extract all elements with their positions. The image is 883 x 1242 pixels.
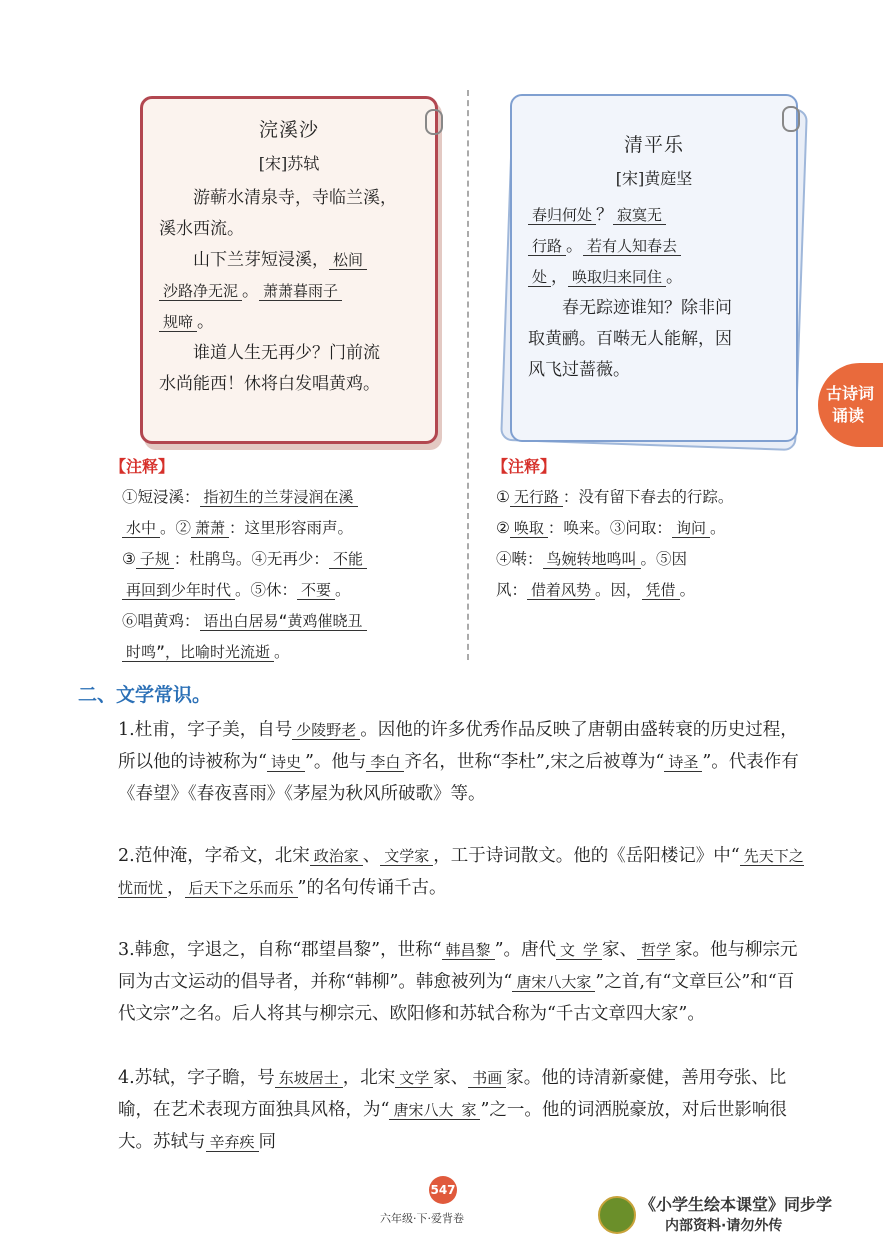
question-3: 3.韩愈，字退之，自称“郡望昌黎”，世称“ 韩昌黎 ”。唐代 文 学 家、 哲学 家。他与柳宗元同为古文运动的倡导者，并称“韩柳”。韩愈被列为“ 唐宋八大家 ”之首,有“文章巨公”和“百代文宗”之名。后人将其与柳宗元、欧阳修和苏轼合称为“千古文章四大家”。	[118, 940, 798, 1024]
poem-author: [宋]黄庭坚	[615, 169, 693, 188]
answer-blank[interactable]: 后天下之乐而乐	[185, 879, 298, 898]
answer-blank[interactable]: 辛弃疾	[206, 1133, 259, 1152]
answer-blank[interactable]: 哲学	[637, 941, 675, 960]
answer-blank[interactable]: 不能	[329, 550, 367, 569]
side-tab-label: 诵读	[832, 406, 865, 425]
page-number: 547	[429, 1176, 457, 1204]
answer-blank[interactable]: 少陵野老	[292, 721, 360, 740]
answer-blank[interactable]: 寂寞无	[613, 206, 666, 225]
column-divider	[467, 90, 469, 660]
poem-title: 清平乐	[623, 134, 684, 156]
answer-blank[interactable]: 先天下之忧而忧	[118, 847, 804, 897]
answer-blank[interactable]: 政治家	[310, 847, 363, 866]
side-tab-label: 古诗词	[826, 384, 875, 403]
answer-blank[interactable]: 春归何处	[528, 206, 596, 225]
answer-blank[interactable]: 凭借	[642, 581, 680, 600]
answer-blank[interactable]: 行路	[528, 237, 566, 256]
notes-heading: 【注释】	[492, 457, 557, 476]
answer-blank[interactable]: 规啼	[159, 313, 197, 332]
footer-brand: 《小学生绘本课堂》同步学	[640, 1195, 833, 1214]
answer-blank[interactable]: 李白	[366, 753, 404, 772]
answer-blank[interactable]: 询问	[672, 519, 710, 538]
poem-body: 春归何处 ？ 寂寞无 行路 。 若有人知春去 处 ， 唤取归来同住 。 春无踪迹谁知？除非问 取黄鹂。百啭无人能解，因 风飞过蔷薇。	[528, 205, 732, 380]
answer-blank[interactable]: 语出白居易“黄鸡催晓丑	[200, 612, 367, 631]
question-1: 1.杜甫，字子美，自号 少陵野老 。因他的许多优秀作品反映了唐朝由盛转衰的历史过程，所以他的诗被称为“ 诗史 ”。他与 李白 齐名，世称“李杜”,宋之后被尊为“ 诗圣 ”。代表作有《春望》《春夜喜雨》《茅屋为秋风所破歌》等。	[118, 720, 799, 804]
question-4: 4.苏轼，字子瞻，号 东坡居士 ，北宋 文学 家、 书画 家。他的诗清新豪健，善用夸张、比喻，在艺术表现方面独具风格，为“ 唐宋八大 家 ”之一。他的词洒脱豪放，对后世影响很大。苏轼与 辛弃疾 同	[118, 1068, 787, 1152]
poem-card-qingpingle	[510, 94, 798, 442]
answer-blank[interactable]: 唐宋八大	[389, 1101, 457, 1120]
answer-blank[interactable]: 借着风势	[527, 581, 595, 600]
answer-blank[interactable]: 萧萧暮雨子	[259, 282, 342, 301]
answer-blank[interactable]: 家	[457, 1101, 480, 1120]
answer-blank[interactable]: 萧萧	[191, 519, 229, 538]
notes-list: ①短浸溪： 指初生的兰芽浸润在溪 水中 。② 萧萧 ：这里形容雨声。 ③ 子规 ：杜鹃鸟。④无再少： 不能 再回到少年时代 。⑤休： 不要 。 ⑥唱黄鸡： 语出白居易“黄鸡催晓丑 时鸣”，比喻时光流逝 。	[122, 482, 452, 668]
answer-blank[interactable]: 韩昌黎	[442, 941, 495, 960]
poem-body: 游蕲水清泉寺，寺临兰溪， 溪水西流。 山下兰芽短浸溪， 松间 沙路净无泥 。 萧萧暮雨子 规啼 。 谁道人生无再少？门前流 水尚能西！休将白发唱黄鸡。	[159, 188, 397, 394]
section-title: 二、文学常识。	[78, 684, 212, 706]
answer-blank[interactable]: 若有人知春去	[583, 237, 681, 256]
answer-blank[interactable]: 无行路	[510, 488, 563, 507]
answer-blank[interactable]: 子规	[136, 550, 174, 569]
answer-blank[interactable]: 处	[528, 268, 551, 287]
answer-blank[interactable]: 水中	[122, 519, 160, 538]
answer-blank[interactable]: 书画	[468, 1069, 506, 1088]
answer-blank[interactable]: 唤取归来同住	[568, 268, 666, 287]
answer-blank[interactable]: 诗圣	[664, 753, 702, 772]
answer-blank[interactable]: 文学家	[380, 847, 433, 866]
answer-blank[interactable]: 松间	[329, 251, 367, 270]
answer-blank[interactable]: 再回到少年时代	[122, 581, 235, 600]
answer-blank[interactable]: 东坡居士	[275, 1069, 343, 1088]
answer-blank[interactable]: 不要	[297, 581, 335, 600]
publisher-logo-icon	[598, 1196, 636, 1234]
side-tab-poetry-reading[interactable]	[818, 363, 883, 447]
answer-blank[interactable]: 诗史	[267, 753, 305, 772]
question-2: 2.范仲淹，字希文，北宋 政治家 、 文学家 ，工于诗词散文。他的《岳阳楼记》中“ 先天下之忧而忧 ， 后天下之乐而乐 ”的名句传诵千古。	[118, 846, 804, 898]
answer-blank[interactable]: 文	[556, 941, 579, 960]
answer-blank[interactable]: 唐宋八大家	[512, 973, 595, 992]
paper-clip-icon	[782, 106, 800, 132]
poem-title: 浣溪沙	[258, 119, 319, 141]
poem-author: [宋]苏轼	[258, 154, 320, 173]
notes-list: ① 无行路 ：没有留下春去的行踪。 ② 唤取 ：唤来。③问取： 询问 。 ④啭： 鸟婉转地鸣叫 。⑤因 风： 借着风势 。因， 凭借 。	[496, 488, 734, 599]
answer-blank[interactable]: 学	[579, 941, 602, 960]
footer-grade-label: 六年级·下·爱背卷	[380, 1212, 464, 1225]
answer-blank[interactable]: 文学	[395, 1069, 433, 1088]
answer-blank[interactable]: 时鸣”，比喻时光流逝	[122, 643, 274, 662]
notes-heading: 【注释】	[110, 457, 175, 476]
answer-blank[interactable]: 鸟婉转地鸣叫	[543, 550, 641, 569]
answer-blank[interactable]: 指初生的兰芽浸润在溪	[200, 488, 358, 507]
answer-blank[interactable]: 唤取	[510, 519, 548, 538]
poem-card-huanxisha	[140, 96, 438, 444]
answer-blank[interactable]: 沙路净无泥	[159, 282, 242, 301]
footer-notice: 内部资料·请勿外传	[665, 1218, 783, 1234]
